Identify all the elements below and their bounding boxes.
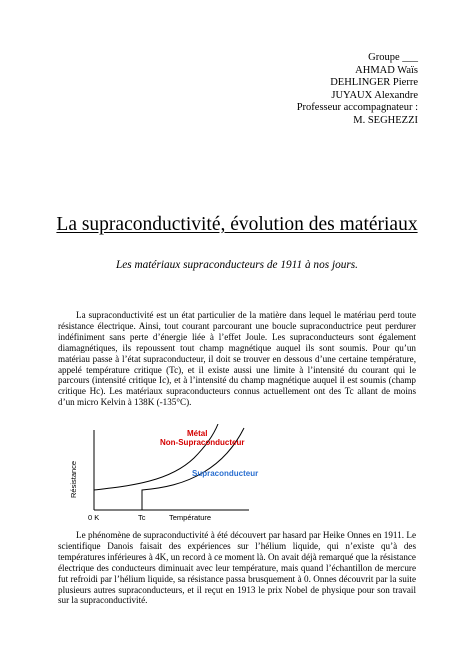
y-axis-label: Résistance	[69, 460, 78, 498]
x-axis-label: Température	[169, 513, 212, 522]
author-name: DEHLINGER Pierre	[330, 77, 418, 88]
body-paragraph: Le phénomène de supraconductivité à été découvert par hasard par Heike Onnes en 1911. Le scientifique Danois faisait des expériences sur l’hélium liquide, qui n’existe qu’à des températures inférieures à 4K, un record à ce moment là. On avait déjà remarqué que la résistance électrique des conducteurs diminuait avec leur température, mais quand l’échantillon de mercure fut refroidi par l’hélium liquide, sa résistance passa brusquement à 0. Onnes découvrit par la suite plusieurs autres supraconducteurs, et il reçut en 1913 le prix Nobel de physique pour son travail sur la supraconductivité.	[58, 530, 416, 606]
x-origin-label: 0 K	[88, 513, 100, 522]
group-label: Groupe ___	[368, 52, 418, 63]
tc-label: Tc	[138, 513, 146, 522]
document-title: La supraconductivité, évolution des matériaux	[56, 214, 418, 235]
metal-label: Métal	[187, 429, 208, 438]
supervisor-label: Professeur accompagnateur :	[296, 102, 418, 113]
author-name: JUYAUX Alexandre	[331, 89, 418, 101]
body-paragraph: La supraconductivité est un état particulier de la matière dans lequel le matériau perd toute résistance électrique. Ainsi, tout courant parcourant une boucle supraconductrice peut perdurer indéfiniment sans perte d’énergie liée à l’effet Joule. Les supraconducteurs sont également diamagnétiques, ils repoussent tout champ magnétique auquel ils sont soumis. Pour qu’un matériau passe à l’état supraconducteur, il doit se trouver en dessous d’une certaine température, appelé température critique (Tc), et il existe aussi une limite à l’intensité du courant qui le parcours (intensité critique Ic), et à l’intensité du champ magnétique auquel il est soumis (champ critique Hc). Les matériaux supraconducteurs connus actuellement ont des Tc allant de moins d’un micro Kelvin à 138K (-135°C).	[58, 310, 416, 408]
author-name: AHMAD Waïs	[355, 64, 418, 76]
document-subtitle: Les matériaux supraconducteurs de 1911 à nos jours.	[115, 259, 359, 271]
resistance-temperature-diagram	[54, 424, 304, 534]
author-header	[297, 52, 418, 127]
superconductor-label: Supraconducteur	[192, 469, 259, 478]
non-superconductor-label: Non-Supraconducteur	[160, 438, 245, 447]
supervisor-name: M. SEGHEZZI	[353, 114, 418, 126]
